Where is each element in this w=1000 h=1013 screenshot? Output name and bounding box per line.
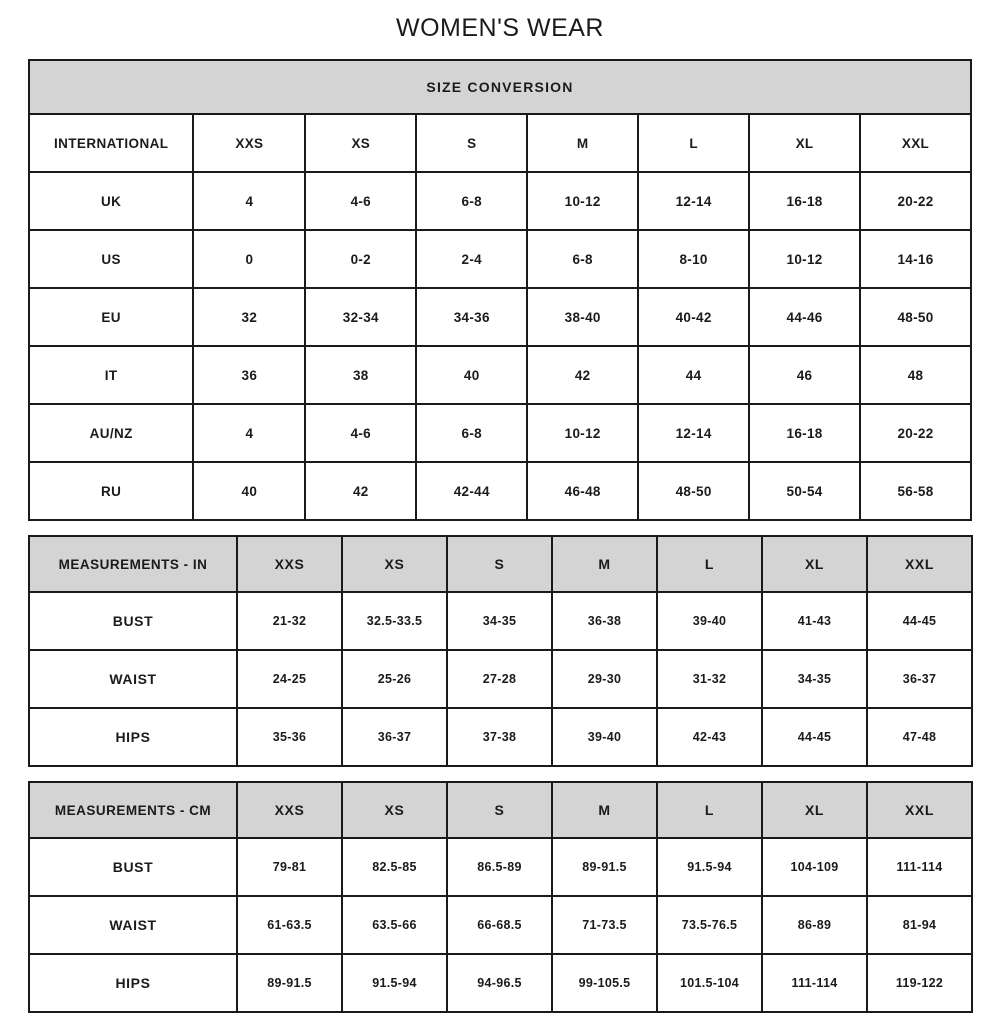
cell-ru-xxs: 40 bbox=[193, 462, 305, 520]
row-label-in-waist: WAIST bbox=[29, 650, 237, 708]
column-header-cm-l: L bbox=[657, 782, 762, 838]
cell-cm-waist-l: 73.5-76.5 bbox=[657, 896, 762, 954]
size-conversion-banner: SIZE CONVERSION bbox=[29, 60, 971, 114]
cell-cm-waist-xxl: 81-94 bbox=[867, 896, 972, 954]
column-header-in-s: S bbox=[447, 536, 552, 592]
cell-in-bust-l: 39-40 bbox=[657, 592, 762, 650]
cell-cm-bust-xxs: 79-81 bbox=[237, 838, 342, 896]
cell-ru-xxl: 56-58 bbox=[860, 462, 971, 520]
cell-cm-bust-l: 91.5-94 bbox=[657, 838, 762, 896]
cell-uk-xxs: 4 bbox=[193, 172, 305, 230]
cell-it-xs: 38 bbox=[305, 346, 416, 404]
cell-eu-xs: 32-34 bbox=[305, 288, 416, 346]
table-header-row bbox=[29, 782, 972, 838]
cell-ru-s: 42-44 bbox=[416, 462, 527, 520]
cell-cm-bust-xs: 82.5-85 bbox=[342, 838, 447, 896]
cell-in-bust-m: 36-38 bbox=[552, 592, 657, 650]
table-row bbox=[29, 954, 972, 1012]
cell-cm-waist-xs: 63.5-66 bbox=[342, 896, 447, 954]
column-header-cm-xs: XS bbox=[342, 782, 447, 838]
cell-aunz-xxl: 20-22 bbox=[860, 404, 971, 462]
cell-ru-xs: 42 bbox=[305, 462, 416, 520]
table-header-row bbox=[29, 114, 971, 172]
cell-cm-hips-m: 99-105.5 bbox=[552, 954, 657, 1012]
table-row bbox=[29, 592, 972, 650]
cell-cm-waist-xxs: 61-63.5 bbox=[237, 896, 342, 954]
cell-in-hips-xxs: 35-36 bbox=[237, 708, 342, 766]
column-header-cm-m: M bbox=[552, 782, 657, 838]
cell-in-waist-l: 31-32 bbox=[657, 650, 762, 708]
cell-in-bust-xl: 41-43 bbox=[762, 592, 867, 650]
cell-cm-hips-s: 94-96.5 bbox=[447, 954, 552, 1012]
cell-uk-xs: 4-6 bbox=[305, 172, 416, 230]
row-label-cm-hips: HIPS bbox=[29, 954, 237, 1012]
cell-eu-l: 40-42 bbox=[638, 288, 749, 346]
cell-uk-l: 12-14 bbox=[638, 172, 749, 230]
column-header-xxs: XXS bbox=[193, 114, 305, 172]
row-label-eu: EU bbox=[29, 288, 193, 346]
table-banner-row bbox=[29, 60, 971, 114]
cell-it-s: 40 bbox=[416, 346, 527, 404]
cell-us-l: 8-10 bbox=[638, 230, 749, 288]
table-row bbox=[29, 230, 971, 288]
table-row bbox=[29, 172, 971, 230]
column-header-cm-s: S bbox=[447, 782, 552, 838]
measurements-inches-table bbox=[28, 535, 973, 767]
column-header-in-xxs: XXS bbox=[237, 536, 342, 592]
cell-eu-m: 38-40 bbox=[527, 288, 638, 346]
cell-us-s: 2-4 bbox=[416, 230, 527, 288]
cell-it-xxl: 48 bbox=[860, 346, 971, 404]
cell-us-xxl: 14-16 bbox=[860, 230, 971, 288]
cell-in-waist-xs: 25-26 bbox=[342, 650, 447, 708]
row-label-us: US bbox=[29, 230, 193, 288]
cell-in-waist-s: 27-28 bbox=[447, 650, 552, 708]
cell-cm-hips-xs: 91.5-94 bbox=[342, 954, 447, 1012]
cell-aunz-l: 12-14 bbox=[638, 404, 749, 462]
cell-in-waist-xl: 34-35 bbox=[762, 650, 867, 708]
cell-in-hips-l: 42-43 bbox=[657, 708, 762, 766]
cell-us-xs: 0-2 bbox=[305, 230, 416, 288]
cell-uk-xl: 16-18 bbox=[749, 172, 860, 230]
cell-us-xl: 10-12 bbox=[749, 230, 860, 288]
table-row bbox=[29, 838, 972, 896]
cell-in-bust-xxl: 44-45 bbox=[867, 592, 972, 650]
row-label-cm-bust: BUST bbox=[29, 838, 237, 896]
table-row bbox=[29, 288, 971, 346]
column-header-in-l: L bbox=[657, 536, 762, 592]
cell-uk-xxl: 20-22 bbox=[860, 172, 971, 230]
column-header-m: M bbox=[527, 114, 638, 172]
size-conversion-table bbox=[28, 59, 972, 521]
cell-eu-xxs: 32 bbox=[193, 288, 305, 346]
cell-cm-hips-xl: 111-114 bbox=[762, 954, 867, 1012]
row-label-in-bust: BUST bbox=[29, 592, 237, 650]
cell-eu-xl: 44-46 bbox=[749, 288, 860, 346]
cell-in-hips-m: 39-40 bbox=[552, 708, 657, 766]
table-row bbox=[29, 346, 971, 404]
cell-cm-bust-m: 89-91.5 bbox=[552, 838, 657, 896]
column-header-xl: XL bbox=[749, 114, 860, 172]
column-header-cm-xxl: XXL bbox=[867, 782, 972, 838]
measurements-cm-table bbox=[28, 781, 973, 1013]
cell-in-bust-xs: 32.5-33.5 bbox=[342, 592, 447, 650]
cell-in-waist-xxl: 36-37 bbox=[867, 650, 972, 708]
cell-uk-s: 6-8 bbox=[416, 172, 527, 230]
column-header-s: S bbox=[416, 114, 527, 172]
cell-cm-hips-xxs: 89-91.5 bbox=[237, 954, 342, 1012]
table-row bbox=[29, 404, 971, 462]
cell-cm-waist-xl: 86-89 bbox=[762, 896, 867, 954]
column-header-in-xl: XL bbox=[762, 536, 867, 592]
column-header-in-xxl: XXL bbox=[867, 536, 972, 592]
cell-cm-bust-s: 86.5-89 bbox=[447, 838, 552, 896]
cell-in-hips-s: 37-38 bbox=[447, 708, 552, 766]
cell-it-xxs: 36 bbox=[193, 346, 305, 404]
column-header-international: INTERNATIONAL bbox=[29, 114, 193, 172]
column-header-in-xs: XS bbox=[342, 536, 447, 592]
row-label-ru: RU bbox=[29, 462, 193, 520]
row-label-it: IT bbox=[29, 346, 193, 404]
cell-aunz-xl: 16-18 bbox=[749, 404, 860, 462]
cell-in-bust-xxs: 21-32 bbox=[237, 592, 342, 650]
cell-in-hips-xxl: 47-48 bbox=[867, 708, 972, 766]
cell-eu-xxl: 48-50 bbox=[860, 288, 971, 346]
row-label-in-hips: HIPS bbox=[29, 708, 237, 766]
cell-cm-hips-l: 101.5-104 bbox=[657, 954, 762, 1012]
row-label-uk: UK bbox=[29, 172, 193, 230]
cell-it-l: 44 bbox=[638, 346, 749, 404]
column-header-xs: XS bbox=[305, 114, 416, 172]
cell-aunz-xs: 4-6 bbox=[305, 404, 416, 462]
cell-us-xxs: 0 bbox=[193, 230, 305, 288]
table-header-row bbox=[29, 536, 972, 592]
cell-cm-bust-xl: 104-109 bbox=[762, 838, 867, 896]
cell-ru-m: 46-48 bbox=[527, 462, 638, 520]
column-header-in-m: M bbox=[552, 536, 657, 592]
cell-in-bust-s: 34-35 bbox=[447, 592, 552, 650]
cell-cm-waist-s: 66-68.5 bbox=[447, 896, 552, 954]
column-header-measurements-cm: MEASUREMENTS - CM bbox=[29, 782, 237, 838]
cell-ru-xl: 50-54 bbox=[749, 462, 860, 520]
column-header-cm-xxs: XXS bbox=[237, 782, 342, 838]
cell-aunz-s: 6-8 bbox=[416, 404, 527, 462]
cell-cm-bust-xxl: 111-114 bbox=[867, 838, 972, 896]
cell-in-hips-xl: 44-45 bbox=[762, 708, 867, 766]
cell-eu-s: 34-36 bbox=[416, 288, 527, 346]
cell-us-m: 6-8 bbox=[527, 230, 638, 288]
column-header-measurements-in: MEASUREMENTS - IN bbox=[29, 536, 237, 592]
cell-cm-waist-m: 71-73.5 bbox=[552, 896, 657, 954]
column-header-xxl: XXL bbox=[860, 114, 971, 172]
table-row bbox=[29, 896, 972, 954]
cell-cm-hips-xxl: 119-122 bbox=[867, 954, 972, 1012]
row-label-aunz: AU/NZ bbox=[29, 404, 193, 462]
cell-in-hips-xs: 36-37 bbox=[342, 708, 447, 766]
cell-it-xl: 46 bbox=[749, 346, 860, 404]
cell-in-waist-m: 29-30 bbox=[552, 650, 657, 708]
page-title: WOMEN'S WEAR bbox=[396, 14, 604, 42]
table-row bbox=[29, 708, 972, 766]
cell-uk-m: 10-12 bbox=[527, 172, 638, 230]
cell-ru-l: 48-50 bbox=[638, 462, 749, 520]
column-header-cm-xl: XL bbox=[762, 782, 867, 838]
column-header-l: L bbox=[638, 114, 749, 172]
cell-aunz-m: 10-12 bbox=[527, 404, 638, 462]
table-row bbox=[29, 650, 972, 708]
cell-it-m: 42 bbox=[527, 346, 638, 404]
cell-aunz-xxs: 4 bbox=[193, 404, 305, 462]
table-row bbox=[29, 462, 971, 520]
row-label-cm-waist: WAIST bbox=[29, 896, 237, 954]
cell-in-waist-xxs: 24-25 bbox=[237, 650, 342, 708]
